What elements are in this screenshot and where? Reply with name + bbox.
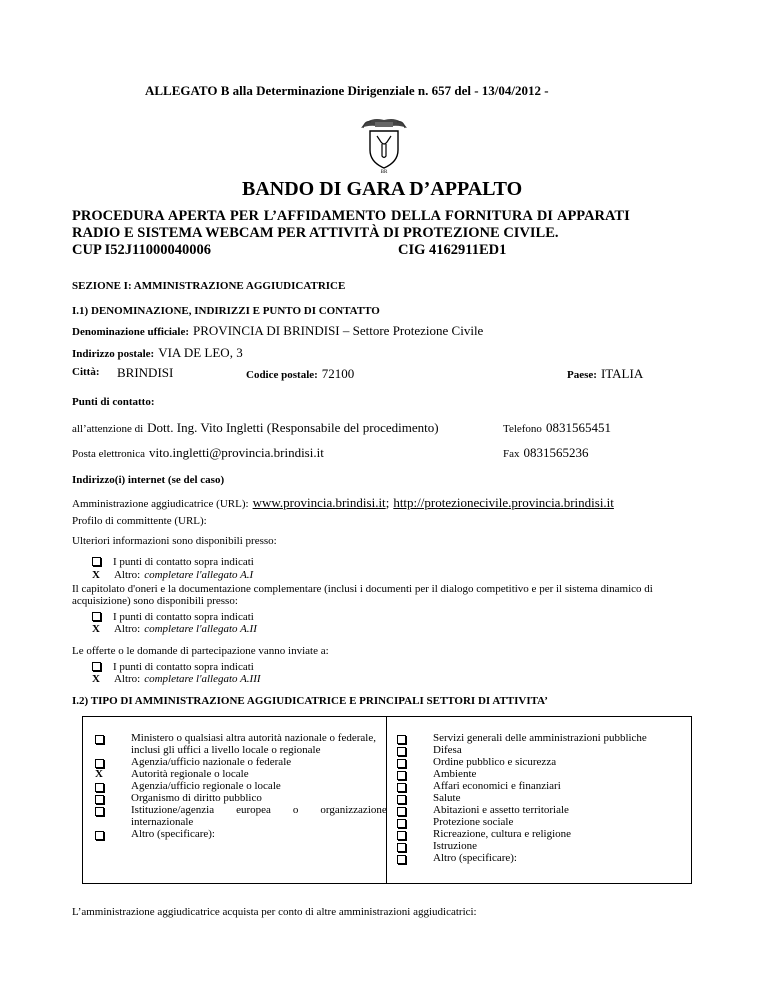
cap-row [246, 365, 354, 383]
checkbox-icon [397, 831, 406, 840]
checkbox-icon [95, 831, 104, 840]
settori-options-list: Servizi generali delle amministrazioni pubbliche Difesa Ordine pubblico e sicurezza Ambiente Affari economici e finanziari Salute Abitazioni e assetto territoriale Protezione sociale Ricreazione, cultura e religione Istruzione Altro (specificare): [397, 732, 687, 877]
checkbox-icon [95, 807, 104, 816]
subtitle-line-2: RADIO E SISTEMA WEBCAM PER ATTIVITÀ DI PROTEZIONE CIVILE. [72, 225, 559, 241]
paese-row [567, 365, 643, 383]
capitolato-line-2: acquisizione) sono disponibili presso: [72, 595, 238, 607]
checkbox-icon [95, 759, 104, 768]
telefono-row [503, 419, 611, 437]
url-label: Amministrazione aggiudicatrice (URL): [72, 498, 249, 510]
checkbox-icon [397, 735, 406, 744]
header-line: ALLEGATO B alla Determinazione Dirigenziale n. 657 del - 13/04/2012 - [145, 83, 549, 98]
cap-value: 72100 [321, 366, 355, 381]
checkbox-icon [397, 819, 406, 828]
denominazione-label: Denominazione ufficiale: [72, 326, 190, 338]
attenzione-row [72, 419, 439, 437]
telefono-value: 0831565451 [545, 420, 611, 435]
paese-value: ITALIA [600, 366, 644, 381]
ulteriori-label: Ulteriori informazioni sono disponibili presso: [72, 535, 277, 547]
subsection-heading-1: I.1) DENOMINAZIONE, INDIRIZZI E PUNTO DI CONTATTO [72, 305, 380, 317]
attenzione-value: Dott. Ing. Vito Ingletti (Responsabile del procedimento) [147, 420, 439, 435]
capitolato-option-1: I punti di contatto sopra indicati [92, 607, 254, 625]
capitolato-option-2: X Altro: completare l'allegato A.II [92, 623, 257, 635]
amministrazione-options-list: Ministero o qualsiasi altra autorità nazionale o federale, inclusi gli uffici a livello locale o regionale Agenzia/ufficio nazionale o federale X Autorità regionale o locale Agenzia/ufficio regionale o locale Organismo di diritto pubblico Istituzione/agenzia europea o organizzazione internazionale Altro (specificare): [95, 732, 387, 840]
checkbox-icon [397, 783, 406, 792]
url-row [72, 494, 614, 512]
cig-code: CIG 4162911ED1 [398, 242, 507, 258]
svg-text:BR: BR [380, 170, 388, 174]
email-label: Posta elettronica [72, 448, 146, 460]
checkbox-icon [95, 795, 104, 804]
url-link-1[interactable]: www.provincia.brindisi.it [252, 495, 386, 510]
indirizzo-row [72, 344, 243, 362]
punti-contatto-label: Punti di contatto: [72, 396, 155, 408]
telefono-label: Telefono [503, 423, 542, 435]
x-mark: X [92, 673, 100, 685]
capitolato-line-1: Il capitolato d'oneri e la documentazione complementare (inclusi i documenti per il dialogo competitivo e per il sistema dinamico di [72, 583, 653, 595]
indirizzo-value: VIA DE LEO, 3 [158, 345, 243, 360]
subsection-heading-2: I.2) TIPO DI AMMINISTRAZIONE AGGIUDICATRICE E PRINCIPALI SETTORI DI ATTIVITA’ [72, 695, 548, 707]
checkbox-icon [397, 843, 406, 852]
document-title: BANDO DI GARA D’APPALTO [242, 178, 523, 200]
subtitle-line-1: PROCEDURA APERTA PER L’AFFIDAMENTO DELLA FORNITURA DI APPARATI [72, 208, 630, 224]
section-heading: SEZIONE I: AMMINISTRAZIONE AGGIUDICATRICE [72, 280, 346, 292]
ulteriori-option-1: I punti di contatto sopra indicati [92, 552, 254, 570]
checkbox-icon [397, 807, 406, 816]
profilo-label: Profilo di committente (URL): [72, 515, 207, 527]
x-mark: X [92, 569, 100, 581]
checkbox-icon [397, 855, 406, 864]
settori-attivita-box [386, 716, 692, 884]
offerte-option-1: I punti di contatto sopra indicati [92, 657, 254, 675]
denominazione-value: PROVINCIA DI BRINDISI – Settore Protezione Civile [193, 323, 484, 338]
attenzione-label: all’attenzione di [72, 423, 144, 435]
paese-label: Paese: [567, 369, 597, 381]
offerte-option-2: X Altro: completare l'allegato A.III [92, 673, 261, 685]
cap-label: Codice postale: [246, 369, 318, 381]
denominazione-row [72, 322, 483, 340]
checkbox-icon [95, 735, 104, 744]
citta-label: Città: [72, 366, 100, 378]
url-separator: ; [385, 495, 390, 510]
cup-code: CUP I52J11000040006 [72, 242, 211, 258]
amministrazione-type-box [82, 716, 387, 884]
footer-line: L’amministrazione aggiudicatrice acquista per conto di altre amministrazioni aggiudicatrici: [72, 906, 477, 918]
ulteriori-option-2: X Altro: completare l'allegato A.I [92, 569, 254, 581]
email-value: vito.ingletti@provincia.brindisi.it [149, 445, 324, 460]
checkbox-icon [95, 783, 104, 792]
fax-row [503, 444, 589, 462]
internet-label: Indirizzo(i) internet (se del caso) [72, 474, 225, 486]
checkbox-icon [397, 795, 406, 804]
checkbox-icon [397, 759, 406, 768]
checkbox-icon [397, 747, 406, 756]
indirizzo-label: Indirizzo postale: [72, 348, 155, 360]
checkbox-icon [397, 771, 406, 780]
x-mark: X [95, 768, 103, 780]
x-mark: X [92, 623, 100, 635]
province-emblem-icon [355, 114, 413, 174]
fax-value: 0831565236 [523, 445, 589, 460]
citta-value: BRINDISI [117, 365, 174, 380]
offerte-line: Le offerte o le domande di partecipazione vanno inviate a: [72, 645, 329, 657]
url-link-2[interactable]: http://protezionecivile.provincia.brindisi.it [393, 495, 614, 510]
fax-label: Fax [503, 448, 520, 460]
email-row [72, 444, 324, 462]
